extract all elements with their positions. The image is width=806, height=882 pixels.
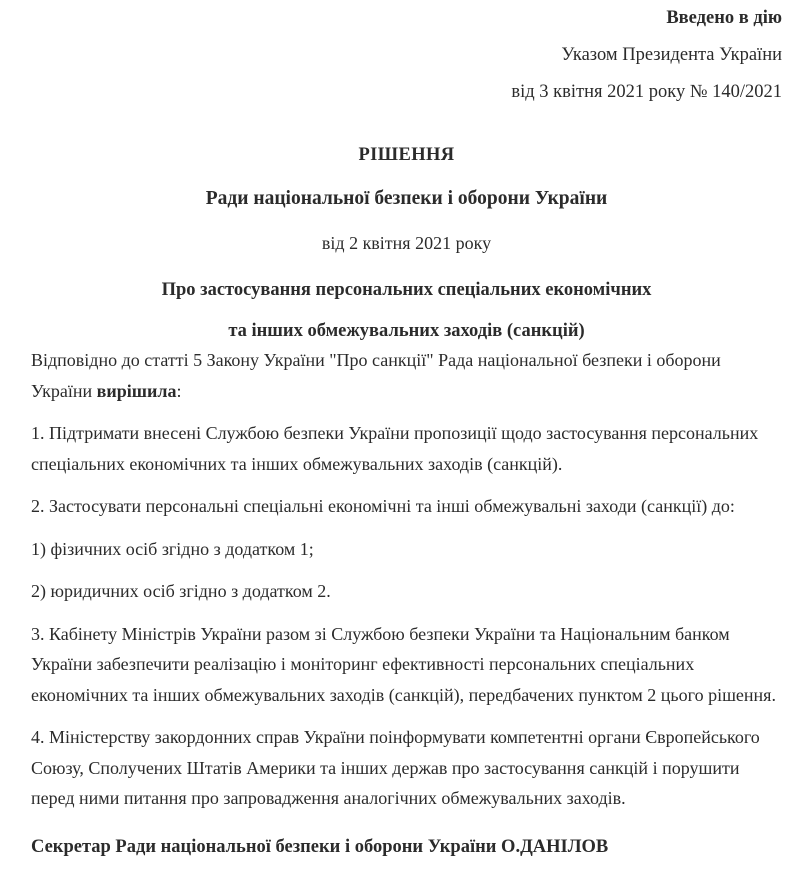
- enactment-header: [31, 0, 782, 111]
- preamble-bold-word: вирішила: [96, 380, 177, 401]
- enactment-label: Введено в дію: [666, 8, 782, 28]
- issuing-body: Ради національної безпеки і оборони України: [205, 188, 608, 209]
- preamble-text-after: :: [176, 380, 182, 401]
- document-subject-line-2: та інших обмежувальних заходів (санкцій): [228, 321, 585, 341]
- document-kind: РІШЕННЯ: [358, 145, 455, 165]
- clause-4: 4. Міністерству закордонних справ України поінформувати компетентні органи Європейського Союзу, Сполучених Штатів Америки та інших держав про застосування санкцій і порушити перед ними питання про запровадження аналогічних обмежувальних заходів.: [31, 727, 760, 808]
- enactment-instrument: Указом Президента України: [561, 45, 782, 65]
- clause-1: 1. Підтримати внесені Службою безпеки України пропозиції щодо застосування персональних спеціальних економічних та інших обмежувальних заходів (санкцій).: [31, 423, 759, 474]
- preamble-text-before: Відповідно до статті 5 Закону України "Про санкції" Рада національної безпеки і оборони України: [31, 350, 721, 401]
- document-subject-line-1: Про застосування персональних спеціальних економічних: [161, 280, 652, 300]
- enactment-reference: від 3 квітня 2021 року № 140/2021: [511, 82, 782, 102]
- clause-2: 2. Застосувати персональні спеціальні економічні та інші обмежувальні заходи (санкції) до:: [31, 496, 735, 516]
- preamble-paragraph: [31, 345, 782, 406]
- document-title-block: [31, 140, 782, 352]
- document-subject: [31, 270, 782, 352]
- document-body: [31, 345, 782, 862]
- clause-3: 3. Кабінету Міністрів України разом зі Службою безпеки України та Національним банком України забезпечити реалізацію і моніторинг ефективності персональних спеціальних економічних та інших обмежувальних заходів (санкцій), передбачених пунктом 2 цього рішення.: [31, 623, 776, 705]
- document-date: від 2 квітня 2021 року: [321, 233, 492, 253]
- signature-line: Секретар Ради національної безпеки і оборони України О.ДАНІЛОВ: [31, 836, 609, 857]
- clause-2-subitem-1: 1) фізичних осіб згідно з додатком 1;: [31, 538, 314, 559]
- clause-2-subitem-2: 2) юридичних осіб згідно з додатком 2.: [31, 581, 331, 601]
